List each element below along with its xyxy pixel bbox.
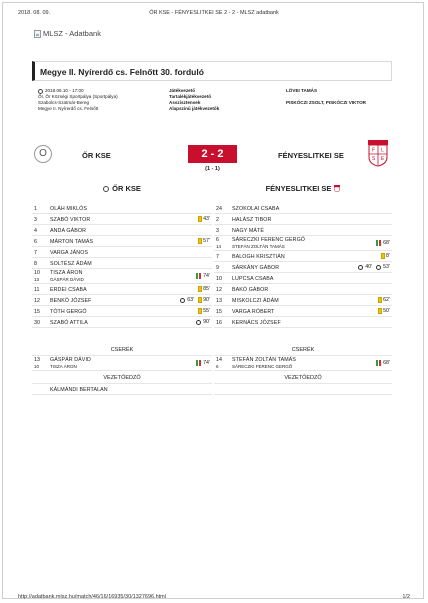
player-row xyxy=(214,262,392,273)
shirt-number: 3 xyxy=(216,228,219,234)
shirt-number: 11 xyxy=(34,287,40,293)
player-name[interactable]: KERNÁCS JÓZSEF xyxy=(232,320,281,326)
player-name[interactable]: SOLTÉSZ ÁDÁM xyxy=(50,261,92,267)
player-name[interactable]: MÁRTON TAMÁS xyxy=(50,239,94,245)
player-events xyxy=(177,297,210,303)
shirt-number: 6 xyxy=(34,239,37,245)
player-name[interactable]: STEFÁN ZOLTÁN TAMÁS xyxy=(232,357,296,363)
goal-ball-icon xyxy=(180,298,185,303)
player-name[interactable]: SZABÓ ATTILA xyxy=(50,320,88,326)
player-name[interactable]: MISKOLCZI ÁDÁM xyxy=(232,298,279,304)
player-name[interactable]: HALÁSZ TIBOR xyxy=(232,217,272,223)
match-datetime: 2018.06.10 - 17:00 xyxy=(45,88,84,93)
sub-shirt-number: 13 xyxy=(34,277,40,282)
player-events xyxy=(196,273,210,279)
event-minute: 63' xyxy=(187,297,195,303)
player-events xyxy=(378,253,390,259)
player-row xyxy=(214,236,392,251)
away-crest-icon xyxy=(334,185,340,192)
home-crest: O xyxy=(34,145,52,163)
player-name[interactable]: BENKŐ JÓZSEF xyxy=(50,298,92,304)
player-row xyxy=(32,203,212,214)
referee-name: LÖVEI TAMÁS xyxy=(286,88,318,93)
yellow-card-icon xyxy=(378,297,382,303)
player-name[interactable]: GÁSPÁR DÁVID xyxy=(50,357,91,363)
player-row xyxy=(32,214,212,225)
event-minute: 85' xyxy=(203,286,210,292)
player-events xyxy=(376,240,390,246)
player-row xyxy=(32,247,212,258)
sub-player-name[interactable]: SÁRECZKI FERENC GERGŐ xyxy=(232,364,293,369)
player-name[interactable]: TÓTH GERGŐ xyxy=(50,309,87,315)
away-team-name[interactable]: FÉNYESLITKEI SE xyxy=(278,151,344,160)
shirt-number: 10 xyxy=(216,276,222,282)
home-team-name[interactable]: ŐR KSE xyxy=(82,151,111,160)
event-minute: 57' xyxy=(203,238,210,244)
player-row xyxy=(32,295,212,306)
player-name[interactable]: SZOKOLAI CSABA xyxy=(232,206,280,212)
player-events xyxy=(375,308,390,314)
player-name[interactable]: ERDEI CSABA xyxy=(50,287,87,293)
player-name[interactable]: OLÁH MIKLÓS xyxy=(50,206,88,212)
match-meta xyxy=(38,88,118,112)
print-title: ŐR KSE - FÉNYESLITKEI SE 2 - 2 - MLSZ adatbank xyxy=(149,10,279,16)
player-row xyxy=(214,203,392,214)
home-lineup-title: ŐR KSE xyxy=(112,184,141,193)
player-row xyxy=(32,269,212,284)
sub-shirt-number: 14 xyxy=(216,244,222,249)
sub-row xyxy=(214,356,392,371)
substitution-icon xyxy=(196,273,202,279)
score-row xyxy=(32,141,392,177)
player-events xyxy=(193,319,210,325)
away-lineup-title: FÉNYESLITKEI SE xyxy=(265,184,332,193)
player-events xyxy=(195,286,210,292)
label-reserve-referee: Tartalékjátékvezető xyxy=(169,94,212,99)
print-date: 2018. 08. 09. xyxy=(18,10,51,16)
home-crest-icon xyxy=(103,186,109,192)
shirt-number: 4 xyxy=(34,228,37,234)
player-events xyxy=(376,360,390,366)
shirt-number: 7 xyxy=(216,254,219,260)
sub-row xyxy=(32,356,212,371)
yellow-card-icon xyxy=(198,238,202,244)
shirt-number: 1 xyxy=(34,206,37,212)
substitution-icon xyxy=(196,360,202,366)
player-events xyxy=(355,264,390,270)
sub-player-name[interactable]: GÁSPÁR DÁVID xyxy=(50,277,84,282)
away-subs-heading: CSERÉK xyxy=(214,345,392,356)
goal-ball-icon xyxy=(358,265,363,270)
shirt-number: 3 xyxy=(34,217,37,223)
shirt-number: 12 xyxy=(216,287,222,293)
player-name[interactable]: SÁRKÁNY GÁBOR xyxy=(232,265,280,271)
yellow-card-icon xyxy=(198,216,202,222)
event-minute: 68' xyxy=(383,360,390,366)
label-basic-referees: Alapszinű játékvezetők xyxy=(169,106,220,111)
shirt-number: 10 xyxy=(34,270,40,276)
player-events xyxy=(195,216,210,222)
away-coach-block xyxy=(214,384,392,395)
sub-player-name[interactable]: TISZA ÁRON xyxy=(50,364,77,369)
player-row xyxy=(32,236,212,247)
player-events xyxy=(195,308,210,314)
player-row xyxy=(214,225,392,236)
player-name[interactable]: BAKÓ GÁBOR xyxy=(232,287,269,293)
match-title: Megye II. Nyírerdő cs. Felnőtt 30. forduló xyxy=(32,61,392,81)
player-events xyxy=(195,238,210,244)
goal-ball-icon xyxy=(376,265,381,270)
event-minute: 90' xyxy=(203,319,210,325)
home-subs-heading: CSERÉK xyxy=(32,345,212,356)
player-name[interactable]: VARGA RÓBERT xyxy=(232,309,275,315)
shirt-number: 13 xyxy=(34,357,40,363)
event-minute: 43' xyxy=(203,216,210,222)
print-page-number: 1/2 xyxy=(402,594,410,600)
official-names xyxy=(286,88,366,106)
shirt-number: 15 xyxy=(34,309,40,315)
home-lineup xyxy=(32,203,212,328)
official-labels xyxy=(169,88,219,112)
match-county: Szabolcs-Szatmár-Bereg xyxy=(38,100,90,105)
event-minute: 53' xyxy=(383,264,390,270)
away-lineup xyxy=(214,203,392,328)
shirt-number: 30 xyxy=(34,320,40,326)
match-venue: Őr, Őr Községi Sportpálya (Sportpálya) xyxy=(38,94,118,99)
half-time-score: (1 - 1) xyxy=(205,166,220,172)
player-events xyxy=(375,297,390,303)
crest-letter: F xyxy=(371,147,376,154)
substitution-icon xyxy=(376,360,382,366)
player-events xyxy=(196,360,210,366)
home-lineup-heading xyxy=(32,184,212,193)
shirt-number: 9 xyxy=(216,265,219,271)
away-lineup-heading xyxy=(214,184,392,193)
logo-alt-text: MLSZ - Adatbank xyxy=(43,29,101,38)
print-url[interactable]: http://adatbank.mlsz.hu/match/46/16/16935/30/1327696.html xyxy=(18,594,166,600)
event-minute: 74' xyxy=(203,360,210,366)
broken-image-icon xyxy=(34,30,41,38)
event-minute: 74' xyxy=(203,273,210,279)
coach-row xyxy=(32,384,212,395)
player-row xyxy=(214,317,392,328)
event-minute: 50' xyxy=(383,308,390,314)
mlsz-logo[interactable] xyxy=(34,29,101,38)
yellow-card-icon xyxy=(198,308,202,314)
player-name[interactable]: LUPCSA CSABA xyxy=(232,276,274,282)
player-row xyxy=(214,295,392,306)
yellow-card-icon xyxy=(381,253,385,259)
event-minute: 55' xyxy=(203,308,210,314)
coach-row xyxy=(214,384,392,395)
home-subs xyxy=(32,356,212,371)
player-row xyxy=(214,251,392,262)
yellow-card-icon xyxy=(198,286,202,292)
player-row xyxy=(214,306,392,317)
player-row xyxy=(32,284,212,295)
crest-letter: S xyxy=(371,156,376,162)
shirt-number: 6 xyxy=(216,237,219,243)
match-info xyxy=(32,88,392,124)
crest-letter: E xyxy=(380,156,385,162)
player-row xyxy=(214,273,392,284)
player-name[interactable]: NAGY MÁTÉ xyxy=(232,228,265,234)
event-minute: 90' xyxy=(203,297,210,303)
label-assistants: Asszisztensek xyxy=(169,100,201,105)
player-row xyxy=(32,258,212,269)
sub-player-name[interactable]: STEFÁN ZOLTÁN TAMÁS xyxy=(232,244,285,249)
yellow-card-icon xyxy=(378,308,382,314)
substitution-icon xyxy=(376,240,382,246)
event-minute: 68' xyxy=(383,240,390,246)
home-coach-block xyxy=(32,384,212,395)
label-referee: Játékvezető xyxy=(169,88,196,93)
player-row xyxy=(214,284,392,295)
shirt-number: 13 xyxy=(216,298,222,304)
shirt-number: 12 xyxy=(34,298,40,304)
clock-icon xyxy=(38,89,43,94)
shirt-number: 2 xyxy=(216,217,219,223)
away-subs xyxy=(214,356,392,371)
away-crest xyxy=(368,140,388,167)
shirt-number: 16 xyxy=(216,320,222,326)
player-row xyxy=(32,306,212,317)
player-name[interactable]: BALOGH KRISZTIÁN xyxy=(232,254,285,260)
home-coach-heading: VEZETŐEDZŐ xyxy=(32,373,212,384)
away-coach-heading: VEZETŐEDZŐ xyxy=(214,373,392,384)
player-name[interactable]: ANDA GÁBOR xyxy=(50,228,87,234)
shirt-number: 7 xyxy=(34,250,37,256)
player-row xyxy=(214,214,392,225)
player-name[interactable]: TISZA ÁRON xyxy=(50,270,83,276)
assistant-names: PISKÓCZI ZSOLT, PISKÓCZI VIKTOR xyxy=(286,100,366,105)
yellow-card-icon xyxy=(198,297,202,303)
sub-shirt-number: 6 xyxy=(216,364,219,369)
home-coach-name[interactable]: KÁLMÁNDI BERTALAN xyxy=(50,387,108,393)
event-minute: 62' xyxy=(383,297,390,303)
player-name[interactable]: SZABÓ VIKTOR xyxy=(50,217,91,223)
player-row xyxy=(32,225,212,236)
sub-shirt-number: 10 xyxy=(34,364,40,369)
crest-letter: L xyxy=(381,147,384,154)
shirt-number: 14 xyxy=(216,357,222,363)
shirt-number: 8 xyxy=(34,261,37,267)
goal-ball-icon xyxy=(196,320,201,325)
event-minute: 8' xyxy=(386,253,390,259)
final-score: 2 - 2 xyxy=(188,145,237,163)
player-name[interactable]: VARGA JÁNOS xyxy=(50,250,89,256)
match-competition: Megye II. Nyírerdő cs. Felnőtt xyxy=(38,106,99,111)
player-row xyxy=(32,317,212,328)
event-minute: 40' xyxy=(365,264,373,270)
shirt-number: 24 xyxy=(216,206,222,212)
player-name[interactable]: SÁRECZKI FERENC GERGŐ xyxy=(232,237,306,243)
shirt-number: 15 xyxy=(216,309,222,315)
